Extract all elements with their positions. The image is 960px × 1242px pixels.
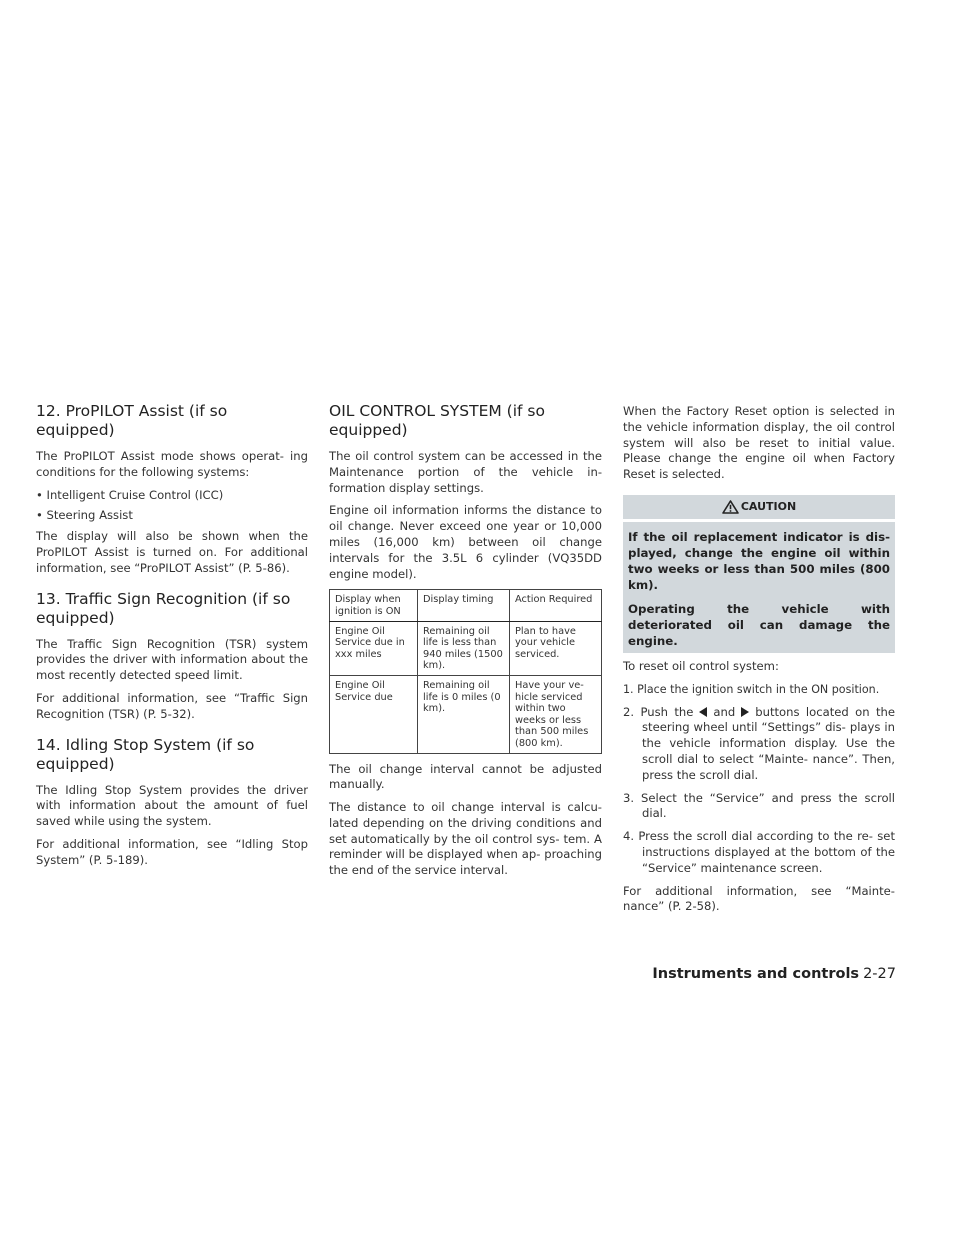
middle-column: [329, 402, 602, 886]
caution-box: [623, 522, 895, 653]
caution-text-2: Operating the vehicle with deteriorated oil can damage the engine.: [628, 601, 890, 648]
page-number: 2-27: [863, 966, 896, 982]
heading-tsr: 13. Traffic Sign Recognition (if so equipped): [36, 589, 291, 627]
heading-propilot: 12. ProPILOT Assist (if so equipped): [36, 402, 228, 439]
maintenance-reference: For additional information, see “Mainte- nance” (P. 2-58).: [623, 883, 895, 914]
oil-paragraph-2: Engine oil information informs the distance to oil change. Never exceed one year or 10,000 miles (16,000 km) between oil change intervals for the 3.5L 6 cylinder (VQ35DD engine model).: [329, 503, 602, 581]
caution-header: [623, 495, 895, 519]
bullet-icc: • Intelligent Cruise Control (ICC): [36, 487, 224, 502]
table-header-cell: Display when ignition is ON: [330, 590, 418, 621]
table-row: [330, 675, 602, 753]
oil-service-table: [329, 589, 602, 753]
table-row: [330, 621, 602, 675]
propilot-intro: The ProPILOT Assist mode shows operat- ing conditions for the following systems:: [36, 449, 308, 479]
step-2-and: and: [713, 704, 736, 719]
reset-step-3: 3. Select the “Service” and press the scroll dial.: [623, 790, 895, 821]
table-header-row: [330, 590, 602, 621]
factory-reset-paragraph: When the Factory Reset option is selected in the vehicle information display, the oil control system will also be reset to initial value. Please change the engine oil when Factory Reset is selected.: [623, 404, 895, 482]
page-footer: [640, 963, 896, 982]
table-cell: Engine Oil Service due: [330, 675, 418, 753]
oil-paragraph-3: The oil change interval cannot be adjusted manually.: [329, 761, 602, 792]
idling-paragraph-1: The Idling Stop System provides the driver with information about the amount of fuel saved while using the system.: [36, 782, 308, 829]
left-column: [36, 402, 308, 876]
step-2-prefix: 2. Push the: [623, 704, 694, 719]
step-2-text: buttons located on the steering wheel until “Settings” dis- plays in the vehicle information display. Use the scroll dial to select “Mainte- nance”. Then, press the scroll dial.: [642, 704, 896, 782]
table-cell: Remaining oil life is less than 940 miles (1500 km).: [418, 621, 510, 675]
left-arrow-button-icon: [699, 707, 707, 717]
right-arrow-button-icon: [741, 707, 749, 717]
reset-step-4: 4. Press the scroll dial according to the re- set instructions displayed at the bottom of the “Service” maintenance screen.: [623, 829, 895, 875]
bullet-steering-assist: • Steering Assist: [36, 508, 133, 523]
reset-intro: To reset oil control system:: [623, 658, 779, 673]
caution-text-1: If the oil replacement indicator is dis- played, change the engine oil within two weeks or less than 500 miles (800 km).: [628, 529, 890, 592]
reset-step-1: 1. Place the ignition switch in the ON position.: [623, 682, 880, 696]
heading-idling-stop: 14. Idling Stop System (if so equipped): [36, 735, 255, 773]
table-header-cell: Action Required: [510, 590, 602, 621]
reset-step-2: [623, 705, 895, 784]
heading-oil-control: OIL CONTROL SYSTEM (if so equipped): [329, 402, 545, 439]
oil-paragraph-1: The oil control system can be accessed in the Maintenance portion of the vehicle in- formation display settings.: [329, 449, 602, 495]
table-cell: Plan to have your vehicle serviced.: [510, 621, 602, 675]
table-cell: Have your ve- hicle serviced within two weeks or less than 500 miles (800 km).: [510, 675, 602, 753]
table-header-cell: Display timing: [418, 590, 510, 621]
caution-label: CAUTION: [740, 500, 797, 514]
right-column: [623, 404, 895, 922]
warning-triangle-icon: [722, 500, 739, 514]
oil-paragraph-4: The distance to oil change interval is calcu- lated depending on the driving conditions and set automatically by the oil control sys- tem. A reminder will be displayed when ap- proaching the end of the service interval.: [329, 800, 602, 878]
tsr-paragraph-2: For additional information, see “Traffic Sign Recognition (TSR) (P. 5-32).: [36, 690, 308, 721]
table-cell: Engine Oil Service due in xxx miles: [330, 621, 418, 675]
section-title: Instruments and controls: [652, 966, 860, 982]
table-cell: Remaining oil life is 0 miles (0 km).: [418, 675, 510, 753]
propilot-paragraph: The display will also be shown when the ProPILOT Assist is turned on. For additional information, see “ProPILOT Assist” (P. 5-86).: [36, 529, 308, 575]
tsr-paragraph-1: The Traffic Sign Recognition (TSR) system provides the driver with information about the most recently detected speed limit.: [36, 636, 308, 683]
idling-paragraph-2: For additional information, see “Idling Stop System” (P. 5-189).: [36, 836, 308, 867]
